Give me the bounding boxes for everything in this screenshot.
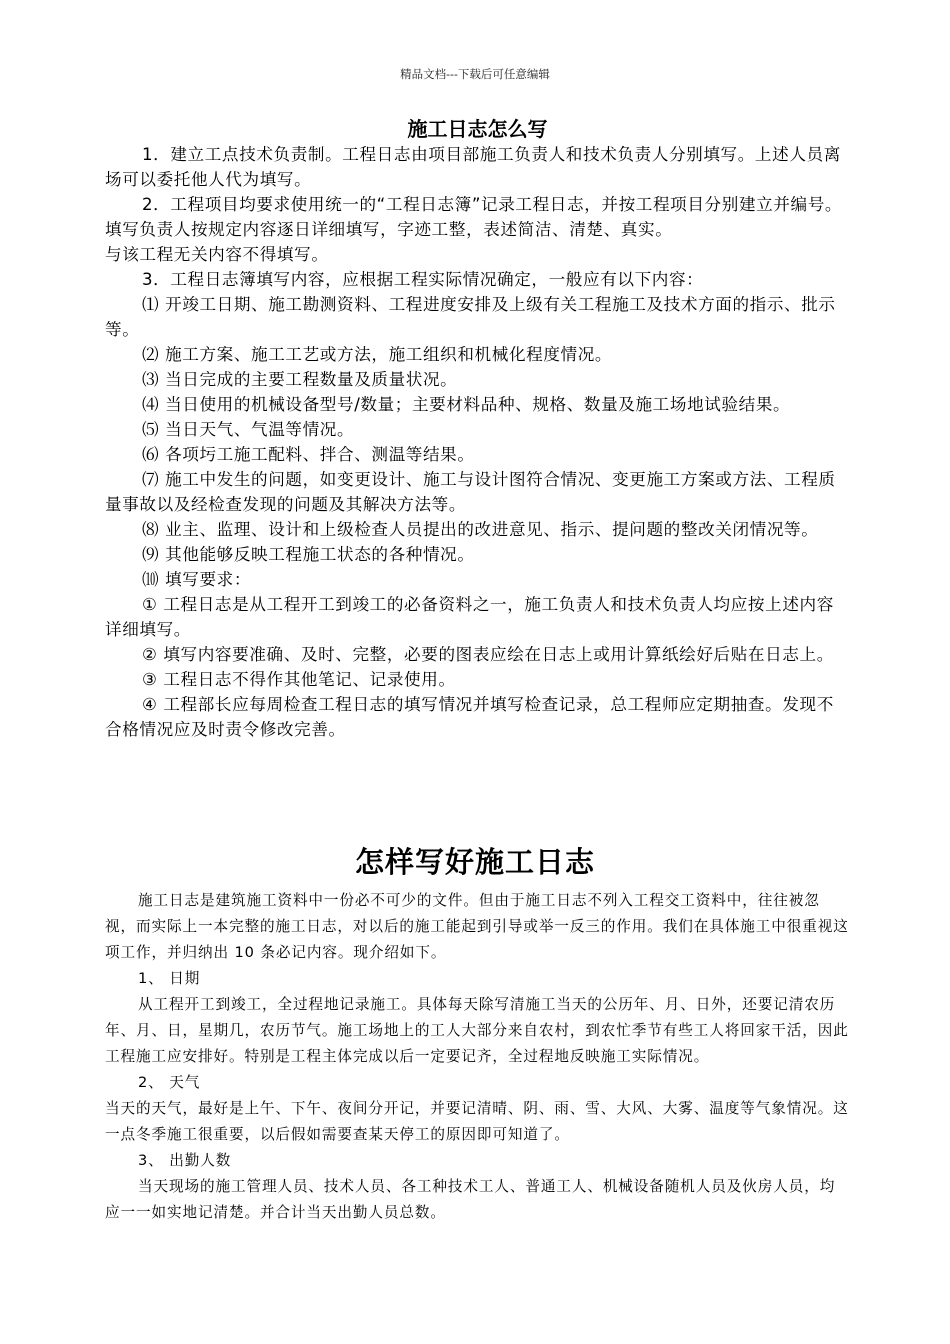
list-item: ④ 工程部长应每周检查工程日志的填写情况并填写检查记录，总工程师应定期抽查。发现不合格情况应及时责令修改完善。 <box>105 695 834 739</box>
list-item: ⑷ 当日使用的机械设备型号/数量；主要材料品种、规格、数量及施工场地试验结果。 <box>142 395 791 414</box>
list-item: ⑼ 其他能够反映工程施工状态的各种情况。 <box>142 545 475 564</box>
paragraph: 施工日志是建筑施工资料中一份必不可少的文件。但由于施工日志不列入工程交工资料中，往往被忽视，而实际上一本完整的施工日志，对以后的施工能起到引导或举一反三的作用。我们在具体施工中很重视这项工作，并归纳出 10 条必记内容。现介绍如下。 <box>105 892 849 961</box>
list-item: ⑵ 施工方案、施工工艺或方法，施工组织和机械化程度情况。 <box>142 345 613 364</box>
paragraph: 从工程开工到竣工，全过程地记录施工。具体每天除写清施工当天的公历年、月、日外，还要记清农历年、月、日，星期几，农历节气。施工场地上的工人大部分来自农村，到农忙季节有些工人将回家干活，因此工程施工应安排好。特别是工程主体完成以后一定要记齐，全过程地反映施工实际情况。 <box>105 996 849 1065</box>
list-item: ③ 工程日志不得作其他笔记、记录使用。 <box>142 670 456 689</box>
list-item: ⑻ 业主、监理、设计和上级检查人员提出的改进意见、指示、提问题的整改关闭情况等。 <box>142 520 819 539</box>
section-write-well <box>105 888 850 1226</box>
section-how-to-write <box>105 116 850 742</box>
section-title: 施工日志怎么写 <box>407 117 548 141</box>
page-header: 精品文档---下载后可任意编辑 <box>400 67 550 81</box>
list-item: ② 填写内容要准确、及时、完整，必要的图表应绘在日志上或用计算纸绘好后贴在日志上。 <box>142 645 834 664</box>
paragraph: 1．建立工点技术负责制。工程日志由项目部施工负责人和技术负责人分别填写。上述人员离场可以委托他人代为填写。 <box>105 145 841 189</box>
list-item: ⑺ 施工中发生的问题，如变更设计、施工与设计图符合情况、变更施工方案或方法、工程质量事故以及经检查发现的问题及其解决方法等。 <box>105 470 836 514</box>
paragraph: 2．工程项目均要求使用统一的“工程日志簿”记录工程日志，并按工程项目分别建立并编号。填写负责人按规定内容逐日详细填写，字迹工整，表述简洁、清楚、真实。 <box>105 195 843 239</box>
list-item: ⑹ 各项圬工施工配料、拌合、测温等结果。 <box>142 445 475 464</box>
section-title-large: 怎样写好施工日志 <box>354 845 595 879</box>
paragraph: 当天的天气，最好是上午、下午、夜间分开记，并要记清晴、阴、雨、雪、大风、大雾、温度等气象情况。这一点冬季施工很重要，以后假如需要查某天停工的原因即可知道了。 <box>105 1100 849 1143</box>
list-item: ⑶ 当日完成的主要工程数量及质量状况。 <box>142 370 458 389</box>
list-item: ⑴ 开竣工日期、施工勘测资料、工程进度安排及上级有关工程施工及技术方面的指示、批示等。 <box>105 295 836 339</box>
list-item: ⑽ 填写要求： <box>142 570 252 589</box>
subheading: 1、 日期 <box>138 970 201 987</box>
paragraph: 与该工程无关内容不得填写。 <box>105 245 329 264</box>
paragraph: 当天现场的施工管理人员、技术人员、各工种技术工人、普通工人、机械设备随机人员及伙房人员，均应一一如实地记清楚。并合计当天出勤人员总数。 <box>105 1178 836 1221</box>
list-item: ① 工程日志是从工程开工到竣工的必备资料之一，施工负责人和技术负责人均应按上述内容详细填写。 <box>105 595 834 639</box>
paragraph: 3．工程日志簿填写内容，应根据工程实际情况确定，一般应有以下内容： <box>142 270 704 289</box>
list-item: ⑸ 当日天气、气温等情况。 <box>142 420 355 439</box>
subheading: 3、 出勤人数 <box>138 1152 232 1169</box>
subheading: 2、 天气 <box>138 1074 201 1091</box>
